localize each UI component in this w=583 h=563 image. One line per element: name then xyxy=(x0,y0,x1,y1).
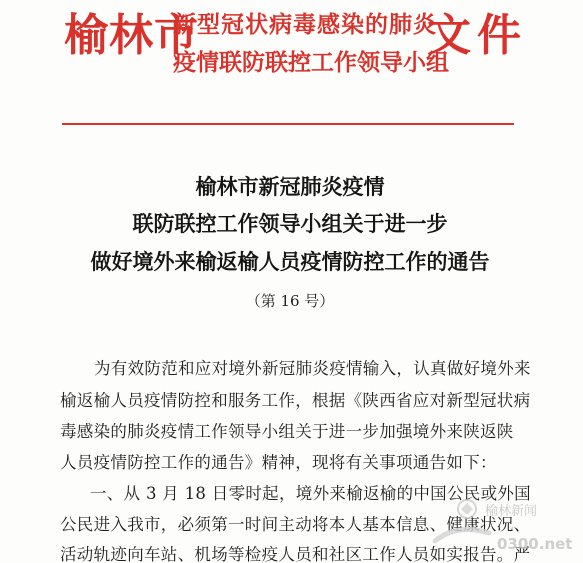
body-line: 毒感染的肺炎疫情工作领导小组关于进一步加强境外来陕返陕 xyxy=(60,422,514,441)
body-line: 人员疫情防控工作的通告》精神，现将有关事项通告如下： xyxy=(60,453,497,472)
title-line-2: 联防联控工作领导小组关于进一步 xyxy=(132,211,448,236)
watermark-domain: 0300.net xyxy=(497,535,573,553)
body-line: 公民进入我市，必须第一时间主动将本人基本信息、健康状况、 xyxy=(60,515,531,534)
red-divider-line xyxy=(62,123,514,125)
title-line-3: 做好境外来榆返榆人员疫情防控工作的通告 xyxy=(90,249,490,274)
watermark-brand: 榆林新闻 xyxy=(485,504,538,519)
body-line: 一、从 3 月 18 日零时起，境外来榆返榆的中国公民或外国 xyxy=(90,484,531,503)
body-line: 榆返榆人员疫情防控和服务工作，根据《陕西省应对新型冠状病 xyxy=(60,391,531,410)
letterhead-organization xyxy=(173,10,449,77)
letterhead-org-line1: 新型冠状病毒感染的肺炎 xyxy=(173,11,437,38)
letterhead-city: 榆林市 xyxy=(64,10,199,61)
body-line: 为有效防范和应对境外新冠肺炎疫情输入，认真做好境外来 xyxy=(94,359,531,378)
letterhead-doc-word: 文件 xyxy=(427,10,527,61)
title-line-1: 榆林市新冠肺炎疫情 xyxy=(195,174,385,199)
document-number: （第 16 号） xyxy=(245,292,335,310)
body-line: 活动轨迹向车站、机场等检疫人员和社区工作人员如实报告。严 xyxy=(60,545,531,563)
letterhead-org-line2: 疫情联防联控工作领导小组 xyxy=(173,49,449,76)
